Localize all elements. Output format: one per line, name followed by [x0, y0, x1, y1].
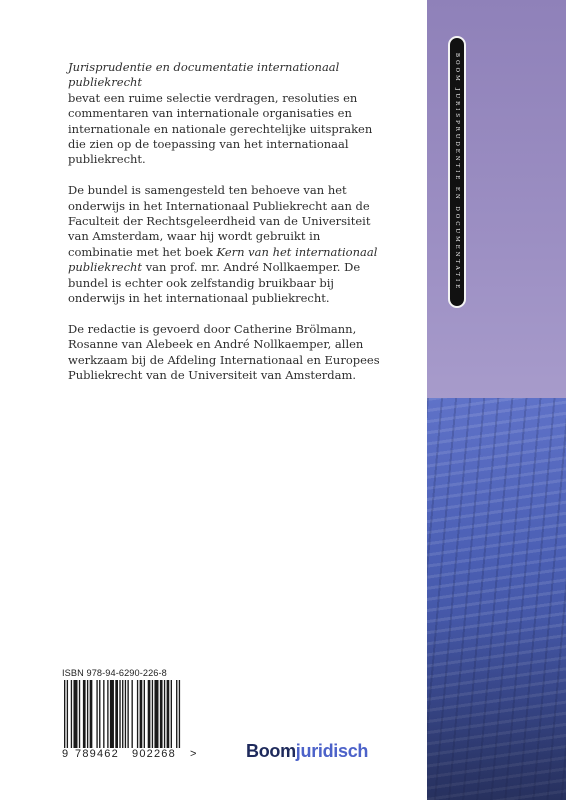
barcode-bars: [64, 680, 188, 758]
blurb-p2-text-a: De bundel is samengesteld ten behoeve van het onderwijs in het Internationaal Publiekrecht aan de Faculteit der Rechtsgeleerdheid van de Universiteit van Amsterdam, waar hij wordt gebruikt in combinatie met het boek: [68, 183, 371, 259]
barcode-digit-first: 9: [62, 748, 69, 760]
blurb-p1-text: bevat een ruime selectie verdragen, resoluties en commentaren van internationale organisaties en internationale en nationale gerechtelijke uitspraken die zien op de toepassing van het internationaal publiekrecht.: [68, 90, 373, 167]
barcode-digits: [62, 748, 202, 762]
logo-boom: Boom: [246, 741, 296, 761]
book-title: Jurisprudentie en documentatie internationaal publiekrecht: [68, 60, 340, 90]
barcode-digits-left: 789462: [75, 748, 119, 760]
series-spine-label: [448, 36, 466, 308]
blurb-paragraph-1: [68, 60, 388, 168]
logo-juridisch: juridisch: [295, 741, 369, 761]
referenced-book-title: Kern van het internationaal publiekrecht: [68, 244, 378, 275]
publisher-logo: [246, 741, 368, 762]
barcode-arrow: >: [190, 748, 197, 760]
isbn-number: ISBN 978-94-6290-226-8: [62, 668, 167, 678]
blurb: [68, 60, 388, 399]
blurb-paragraph-3: De redactie is gevoerd door Catherine Brölmann, Rosanne van Alebeek en André Nollkaemper, allen werkzaam bij de Afdeling Internationaal en Europees Publiekrecht van de Universiteit van Amsterdam.: [68, 321, 380, 383]
band-photo: [427, 398, 566, 800]
barcode-digits-right: 902268: [132, 748, 176, 760]
series-name: BOOM JURISPRUDENTIE EN DOCUMENTATIE: [454, 52, 460, 292]
isbn-barcode: [62, 668, 197, 772]
photo-shade: [427, 618, 566, 800]
blurb-paragraph-2: [68, 183, 388, 306]
blurb-p2-text-b: van prof. mr. André Nollkaemper. De bundel is echter ook zelfstandig bruikbaar bij onderwijs in het internationaal publiekrecht.: [68, 260, 361, 306]
